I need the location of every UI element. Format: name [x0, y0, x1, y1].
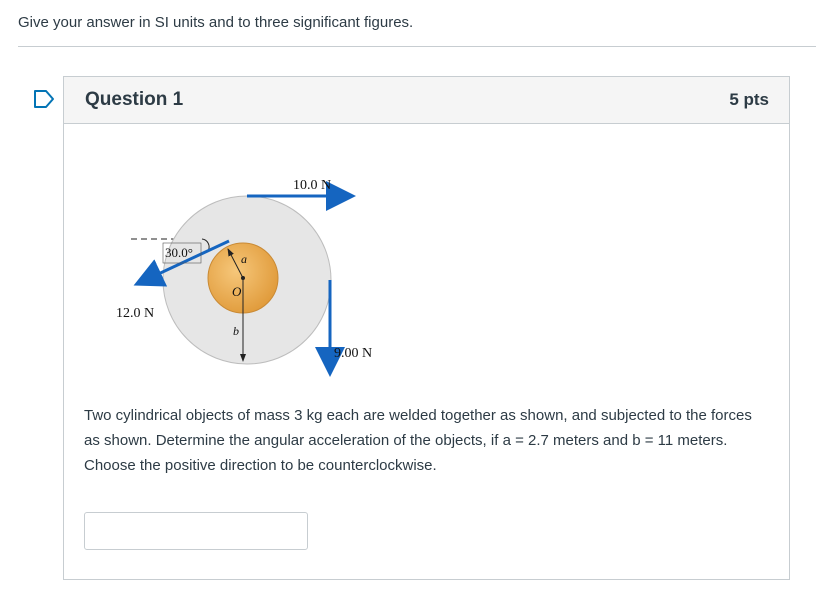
force-left-label: 12.0 N [116, 306, 155, 321]
flag-question-icon[interactable] [33, 90, 55, 108]
label-o: O [232, 284, 242, 299]
force-right-label: 9.00 N [334, 346, 373, 361]
question-text: Two cylindrical objects of mass 3 kg each are welded together as shown, and subjected to the forces as shown. Determine the angular acceleration of the objects, if a = 2.7 meters and b = 11 meters. Choose the positive direction to be counterclockwise. [84, 407, 752, 474]
label-a: a [241, 252, 247, 266]
physics-diagram [104, 171, 404, 381]
angle-label: 30.0° [165, 245, 193, 260]
question-title: Question 1 [85, 89, 184, 110]
answer-input[interactable] [84, 512, 308, 550]
question-points: 5 pts [729, 90, 769, 109]
question-card [63, 76, 790, 580]
divider [18, 46, 816, 47]
instructions-text: Give your answer in SI units and to three significant figures. [18, 14, 414, 31]
label-b: b [233, 324, 239, 338]
force-top-label: 10.0 N [293, 178, 332, 193]
question-header [64, 77, 789, 124]
